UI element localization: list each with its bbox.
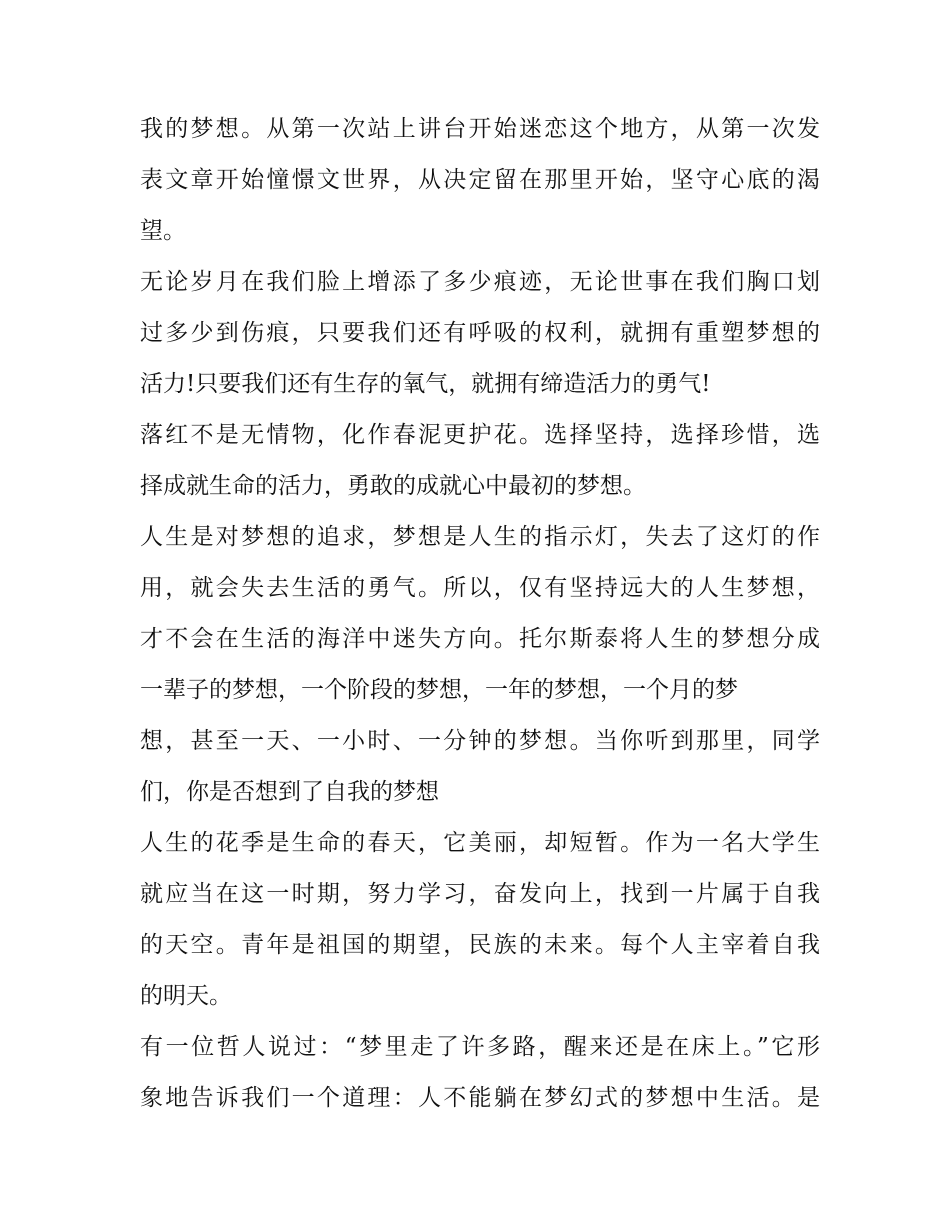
text-line: 象地告诉我们一个道理：人不能躺在梦幻式的梦想中生活。是 [140, 1085, 820, 1111]
text-line: 想，甚至一天、一小时、一分钟的梦想。当你听到那里，同学 [140, 728, 820, 754]
document-body [140, 104, 820, 1124]
text-line: 活力!只要我们还有生存的氧气，就拥有缔造活力的勇气! [140, 371, 711, 397]
text-line: 们，你是否想到了自我的梦想 [140, 779, 439, 805]
text-line: 择成就生命的活力，勇敢的成就心中最初的梦想。 [140, 473, 646, 499]
text-line: 无论岁月在我们脸上增添了多少痕迹，无论世事在我们胸口划 [140, 269, 820, 295]
text-line: 的明天。 [140, 983, 232, 1009]
text-line: 有一位哲人说过：“梦里走了许多路，醒来还是在床上。”它形 [140, 1034, 820, 1060]
text-line: 人生是对梦想的追求，梦想是人生的指示灯，失去了这灯的作 [140, 524, 820, 550]
text-line: 一辈子的梦想，一个阶段的梦想，一年的梦想，一个月的梦 [140, 677, 738, 703]
text-line: 落红不是无情物，化作春泥更护花。选择坚持，选择珍惜，选 [140, 422, 820, 448]
text-line: 才不会在生活的海洋中迷失方向。托尔斯泰将人生的梦想分成 [140, 626, 820, 652]
text-line: 的天空。青年是祖国的期望，民族的未来。每个人主宰着自我 [140, 932, 820, 958]
text-line: 用，就会失去生活的勇气。所以，仅有坚持远大的人生梦想， [140, 575, 820, 601]
text-line: 就应当在这一时期，努力学习，奋发向上，找到一片属于自我 [140, 881, 820, 907]
text-line: 望。 [140, 218, 186, 244]
text-line: 过多少到伤痕，只要我们还有呼吸的权利，就拥有重塑梦想的 [140, 320, 820, 346]
text-line: 人生的花季是生命的春天，它美丽，却短暂。作为一名大学生 [140, 830, 820, 856]
text-line: 表文章开始憧憬文世界，从决定留在那里开始，坚守心底的渴 [140, 167, 820, 193]
text-line: 我的梦想。从第一次站上讲台开始迷恋这个地方，从第一次发 [140, 116, 820, 142]
